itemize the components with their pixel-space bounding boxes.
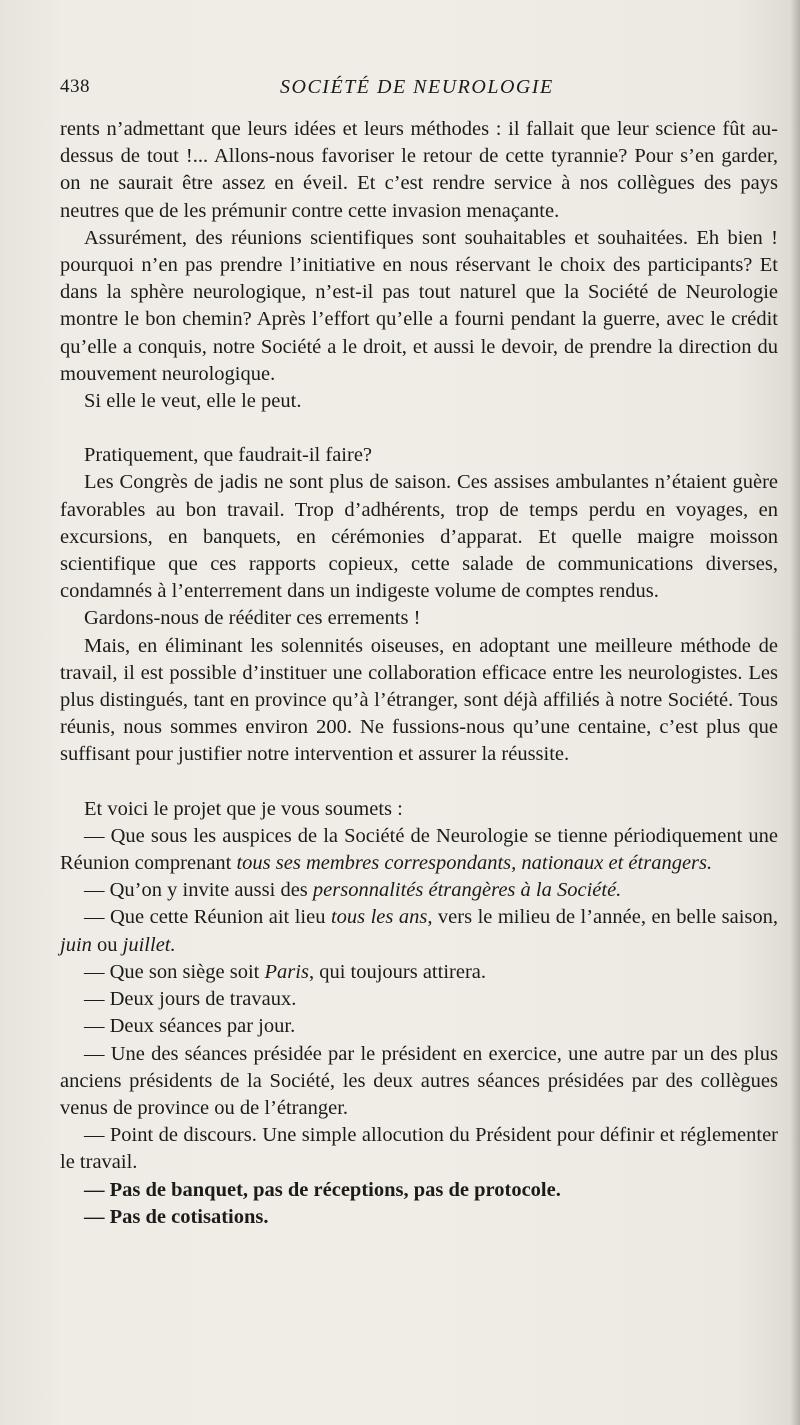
proposal-item: — Que son siège soit Paris, qui toujours attirera. <box>84 960 486 983</box>
paragraph: Assurément, des réunions scientifiques sont souhaitables et souhaitées. Eh bien ! pourquoi n’en pas prendre l’initiative en nous réservant le choix des participants? Et dans la sphère neurologique, n’est-il pas tout naturel que la Société de Neurologie montre le bon chemin? Après l’effort qu’elle a fourni pendant la guerre, avec le crédit qu’elle a conquis, notre Société a le droit, et aussi le devoir, de prendre la direction du mouvement neurologique. <box>60 226 778 385</box>
page-number: 438 <box>60 76 90 97</box>
proposal-item: — Une des séances présidée par le président en exercice, une autre par un des plus anciens présidents de la Société, les deux autres séances présidées par des collègues venus de province ou de l’étranger. <box>60 1042 778 1119</box>
body-text <box>60 116 778 1231</box>
page-edge-shadow <box>790 0 800 1425</box>
paragraph: Pratiquement, que faudrait-il faire? <box>84 444 373 467</box>
proposal-item: — Que cette Réunion ait lieu tous les ans, vers le milieu de l’année, en belle saison, juin ou juillet. <box>60 906 778 956</box>
paragraph: Si elle le veut, elle le peut. <box>84 390 302 413</box>
proposal-item: — Que sous les auspices de la Société de Neurologie se tienne périodiquement une Réunion comprenant tous ses membres correspondants, nationaux et étrangers. <box>60 824 778 875</box>
running-head <box>60 76 780 104</box>
running-title: SOCIÉTÉ DE NEUROLOGIE <box>280 76 554 98</box>
paragraph-continuation: rents n’admettant que leurs idées et leurs méthodes : il fallait que leur science fût au-dessus de tout !... Allons-nous favoriser le retour de cette tyrannie? Pour s’en garder, on ne saurait être assez en éveil. Et c’est rendre service à nos collègues des pays neutres que de les prémunir contre cette invasion menaçante. <box>60 118 778 222</box>
proposal-item: — Qu’on y invite aussi des personnalités étrangères à la Société. <box>84 879 622 902</box>
proposal-item: — Pas de cotisations. <box>84 1205 269 1228</box>
proposal-item: — Point de discours. Une simple allocution du Président pour définir et réglementer le travail. <box>60 1124 778 1174</box>
proposal-item: — Pas de banquet, pas de réceptions, pas de protocole. <box>84 1178 561 1201</box>
paragraph: Les Congrès de jadis ne sont plus de saison. Ces assises ambulantes n’étaient guère favorables au bon travail. Trop d’adhérents, trop de temps perdu en voyages, en excursions, en banquets, en cérémonies d’apparat. Et quelle maigre moisson scientifique que ces rapports copieux, cette salade de communications diverses, condamnés à l’enterrement dans un indigeste volume de comptes rendus. <box>60 471 778 603</box>
paragraph: Gardons-nous de rééditer ces errements ! <box>84 607 421 630</box>
paragraph: Mais, en éliminant les solennités oiseuses, en adoptant une meilleure méthode de travail, il est possible d’instituer une collaboration efficace entre les neurologistes. Les plus distingués, tant en province qu’à l’étranger, sont déjà affiliés à notre Société. Tous réunis, nous sommes environ 200. Ne fussions-nous qu’une centaine, c’est plus que suffisant pour justifier notre intervention et assurer la réussite. <box>60 634 778 766</box>
paragraph: Et voici le projet que je vous soumets : <box>84 797 403 820</box>
proposal-item: — Deux jours de travaux. <box>84 988 297 1011</box>
proposal-item: — Deux séances par jour. <box>84 1015 296 1038</box>
